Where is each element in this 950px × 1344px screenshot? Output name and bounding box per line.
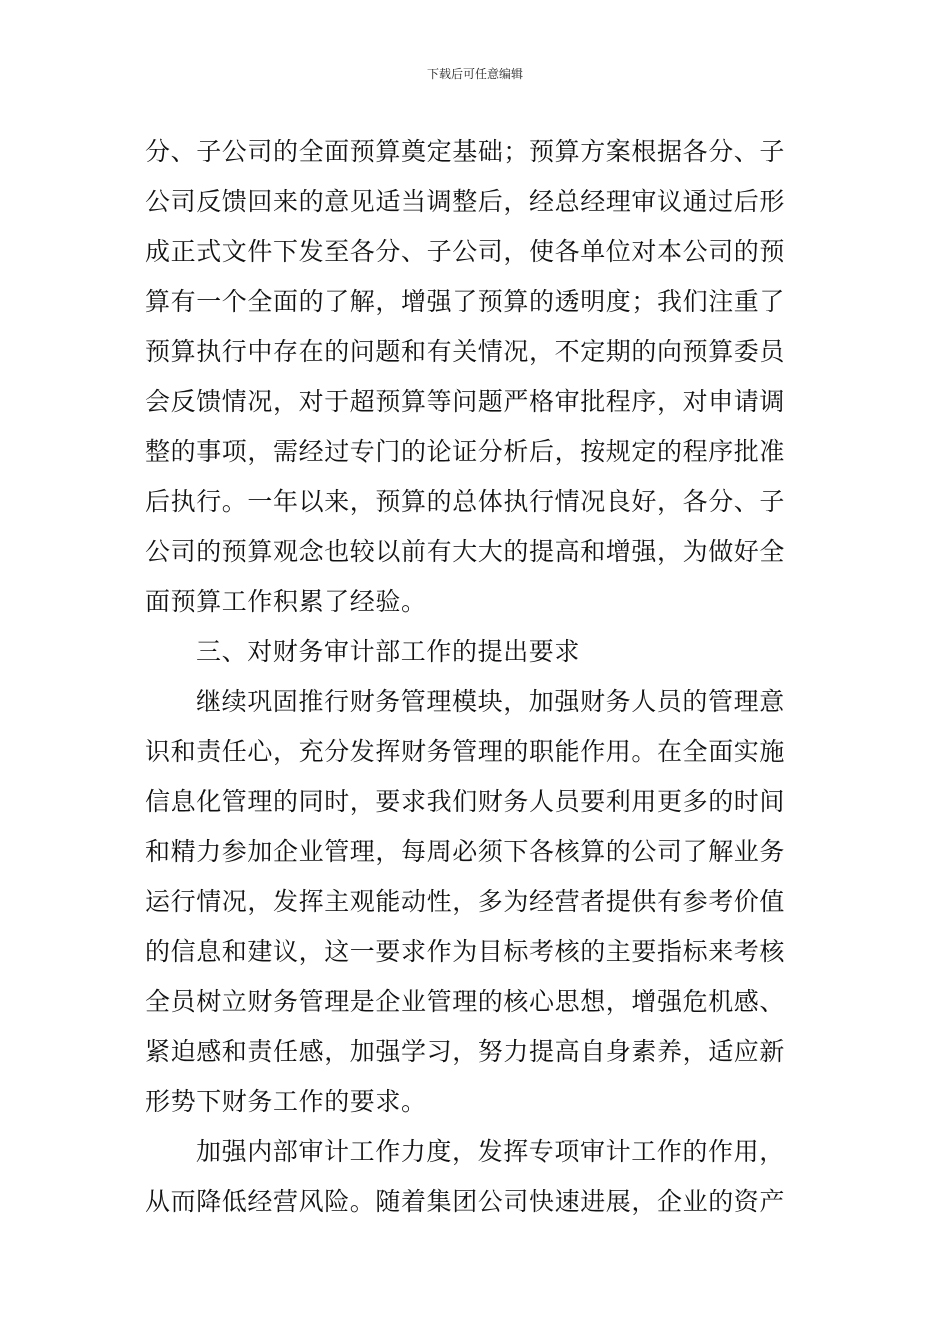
body-line: 继续巩固推行财务管理模块，加强财务人员的管理意 [196, 687, 785, 716]
body-line: 全员树立财务管理是企业管理的核心思想，增强危机感、 [145, 987, 786, 1016]
body-line: 会反馈情况，对于超预算等问题严格审批程序，对申请调 [145, 387, 786, 416]
body-line: 加强内部审计工作力度，发挥专项审计工作的作用， [196, 1137, 785, 1166]
body-line: 信息化管理的同时，要求我们财务人员要利用更多的时间 [145, 787, 786, 816]
body-line: 公司的预算观念也较以前有大大的提高和增强，为做好全 [145, 537, 786, 566]
body-line: 识和责任心，充分发挥财务管理的职能作用。在全面实施 [145, 737, 786, 766]
body-line: 公司反馈回来的意见适当调整后，经总经理审议通过后形 [145, 187, 786, 216]
body-line: 预算执行中存在的问题和有关情况，不定期的向预算委员 [145, 337, 786, 366]
body-line: 的信息和建议，这一要求作为目标考核的主要指标来考核 [145, 937, 786, 966]
body-line: 整的事项，需经过专门的论证分析后，按规定的程序批准 [145, 437, 786, 466]
body-line: 运行情况，发挥主观能动性，多为经营者提供有参考价值 [145, 887, 786, 916]
page-header: 下载后可任意编辑 [426, 67, 523, 81]
body-line: 紧迫感和责任感，加强学习，努力提高自身素养，适应新 [145, 1037, 786, 1066]
body-line: 从而降低经营风险。随着集团公司快速进展，企业的资产 [145, 1187, 786, 1216]
body-line: 算有一个全面的了解，增强了预算的透明度；我们注重了 [145, 287, 786, 316]
body-line: 后执行。一年以来，预算的总体执行情况良好，各分、子 [145, 487, 786, 516]
body-line: 和精力参加企业管理，每周必须下各核算的公司了解业务 [145, 837, 786, 866]
body-line: 分、子公司的全面预算奠定基础；预算方案根据各分、子 [145, 137, 786, 166]
body-line: 成正式文件下发至各分、子公司，使各单位对本公司的预 [145, 237, 786, 266]
body-line: 面预算工作积累了经验。 [145, 587, 427, 616]
body-line: 形势下财务工作的要求。 [145, 1087, 427, 1116]
section-heading: 三、对财务审计部工作的提出要求 [196, 637, 581, 666]
